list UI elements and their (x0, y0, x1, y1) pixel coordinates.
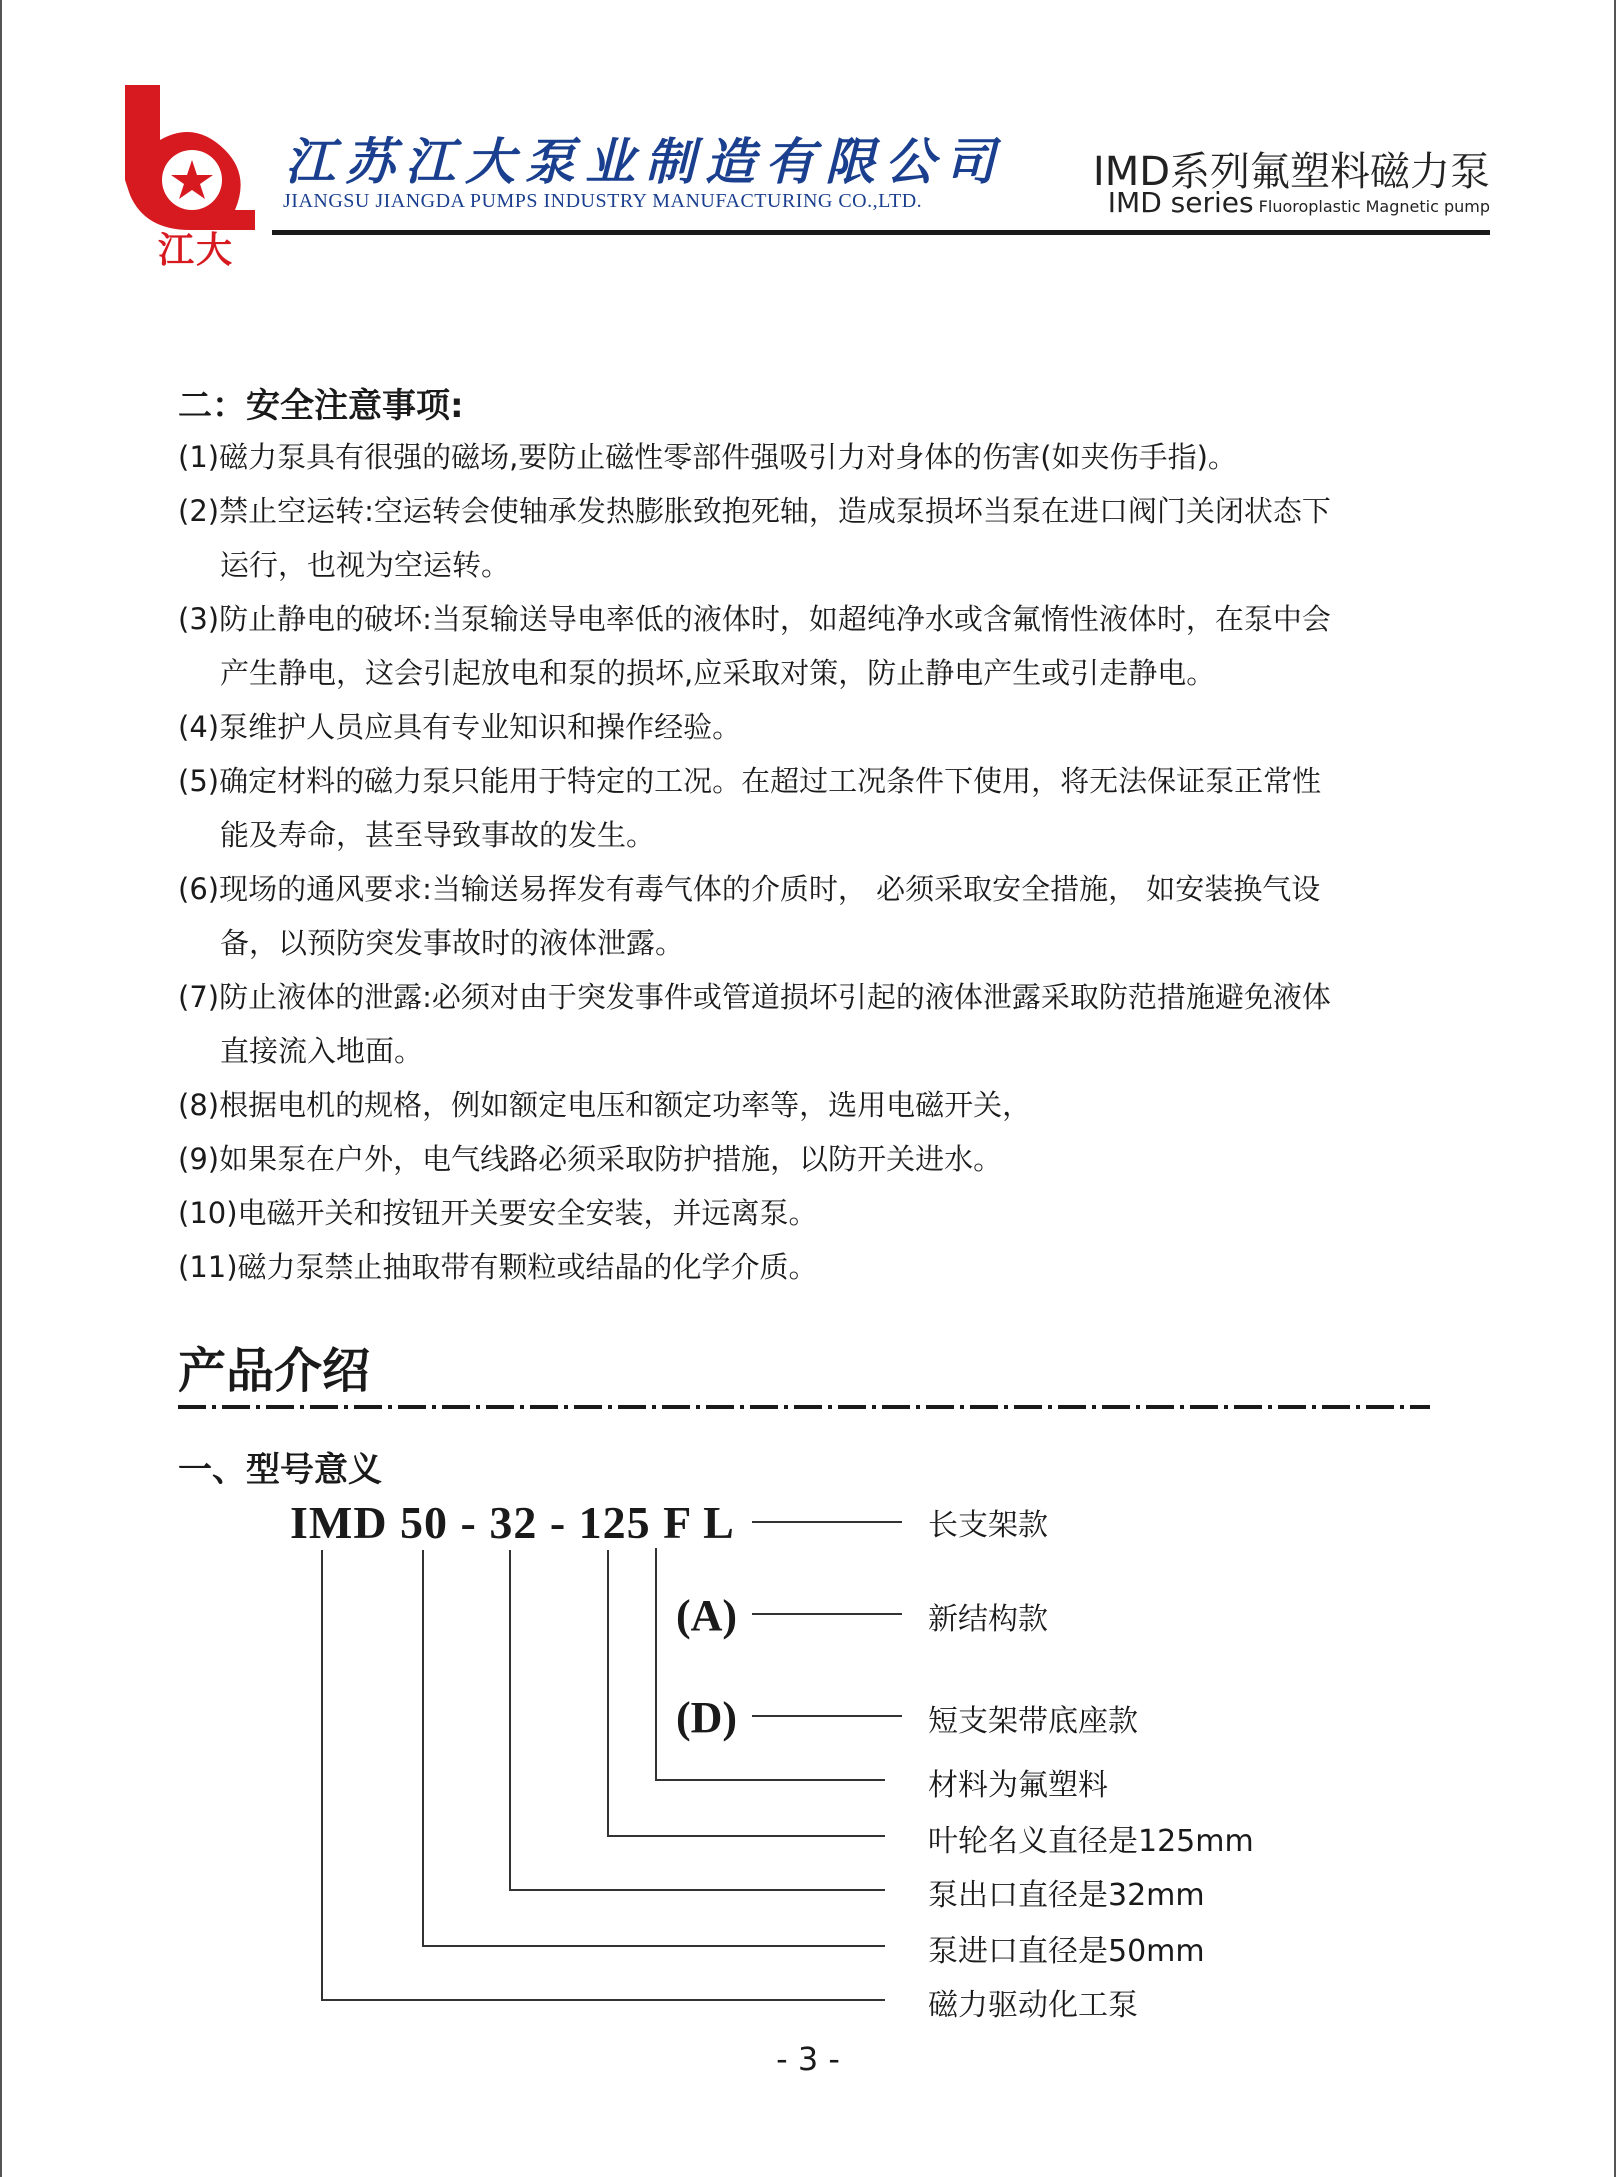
safety-title: 二：安全注意事项: (178, 386, 464, 426)
leader-line-material (656, 1548, 885, 1780)
safety-item-5-cont: 能及寿命，甚至导致事故的发生。 (220, 818, 656, 852)
safety-item-5: (5)确定材料的磁力泵只能用于特定的工况。在超过工况条件下使用，将无法保证泵正常性 (178, 764, 1322, 798)
safety-item-6: (6)现场的通风要求:当输送易挥发有毒气体的介质时， 必须采取安全措施， 如安装换气设 (178, 872, 1321, 906)
safety-item-2: (2)禁止空运转:空运转会使轴承发热膨胀致抱死轴，造成泵损坏当泵在进口阀门关闭状态下 (178, 494, 1331, 528)
page-number: - 3 - (776, 2040, 840, 2078)
desc-short-bracket: 短支架带底座款 (928, 1704, 1138, 1739)
model-code: IMD 50 - 32 - 125 F L (290, 1497, 735, 1548)
series-title-cn: IMD系列氟塑料磁力泵 (1092, 149, 1490, 195)
safety-item-4: (4)泵维护人员应具有专业知识和操作经验。 (178, 710, 742, 744)
logo-text: 江大 (158, 230, 235, 271)
safety-item-2-cont: 运行，也视为空运转。 (220, 548, 511, 582)
company-name-en: JIANGSU JIANGDA PUMPS INDUSTRY MANUFACTURING CO.,LTD. (283, 190, 923, 212)
desc-material: 材料为氟塑料 (928, 1768, 1108, 1803)
safety-item-1: (1)磁力泵具有很强的磁场,要防止磁性零部件强吸引力对身体的伤害(如夹伤手指)。 (178, 440, 1237, 474)
leader-line-pump-type (322, 1550, 885, 2000)
model-title: 一、型号意义 (178, 1450, 382, 1490)
desc-new-structure: 新结构款 (928, 1602, 1048, 1637)
safety-item-7: (7)防止液体的泄露:必须对由于突发事件或管道损坏引起的液体泄露采取防范措施避免液体 (178, 980, 1331, 1014)
leader-line-impeller (608, 1550, 885, 1836)
leader-line-inlet (423, 1550, 885, 1946)
desc-long-bracket: 长支架款 (928, 1508, 1048, 1543)
model-suffix-d: (D) (676, 1693, 738, 1742)
model-suffix-a: (A) (676, 1591, 738, 1640)
safety-item-3-cont: 产生静电，这会引起放电和泵的损坏,应采取对策，防止静电产生或引走静电。 (220, 656, 1216, 690)
desc-pump-type: 磁力驱动化工泵 (928, 1988, 1138, 2023)
company-name-cn: 江苏江大泵业制造有限公司 (285, 132, 1005, 191)
product-title: 产品介绍 (178, 1343, 371, 1399)
desc-outlet: 泵出口直径是32mm (928, 1878, 1205, 1913)
series-title-en-main: IMD series (1107, 186, 1254, 219)
safety-item-10: (10)电磁开关和按钮开关要安全安装，并远离泵。 (178, 1196, 818, 1230)
safety-item-7-cont: 直接流入地面。 (220, 1034, 424, 1068)
safety-item-8: (8)根据电机的规格，例如额定电压和额定功率等，选用电磁开关， (178, 1088, 1032, 1122)
safety-item-9: (9)如果泵在户外，电气线路必须采取防护措施，以防开关进水。 (178, 1142, 1003, 1176)
series-title-en-sub: Fluoroplastic Magnetic pump (1258, 197, 1490, 216)
safety-item-3: (3)防止静电的破坏:当泵输送导电率低的液体时，如超纯净水或含氟惰性液体时，在泵中会 (178, 602, 1331, 636)
safety-item-6-cont: 备，以预防突发事故时的液体泄露。 (220, 926, 685, 960)
desc-impeller: 叶轮名义直径是125mm (928, 1824, 1254, 1859)
safety-item-11: (11)磁力泵禁止抽取带有颗粒或结晶的化学介质。 (178, 1250, 818, 1284)
desc-inlet: 泵进口直径是50mm (928, 1934, 1205, 1969)
